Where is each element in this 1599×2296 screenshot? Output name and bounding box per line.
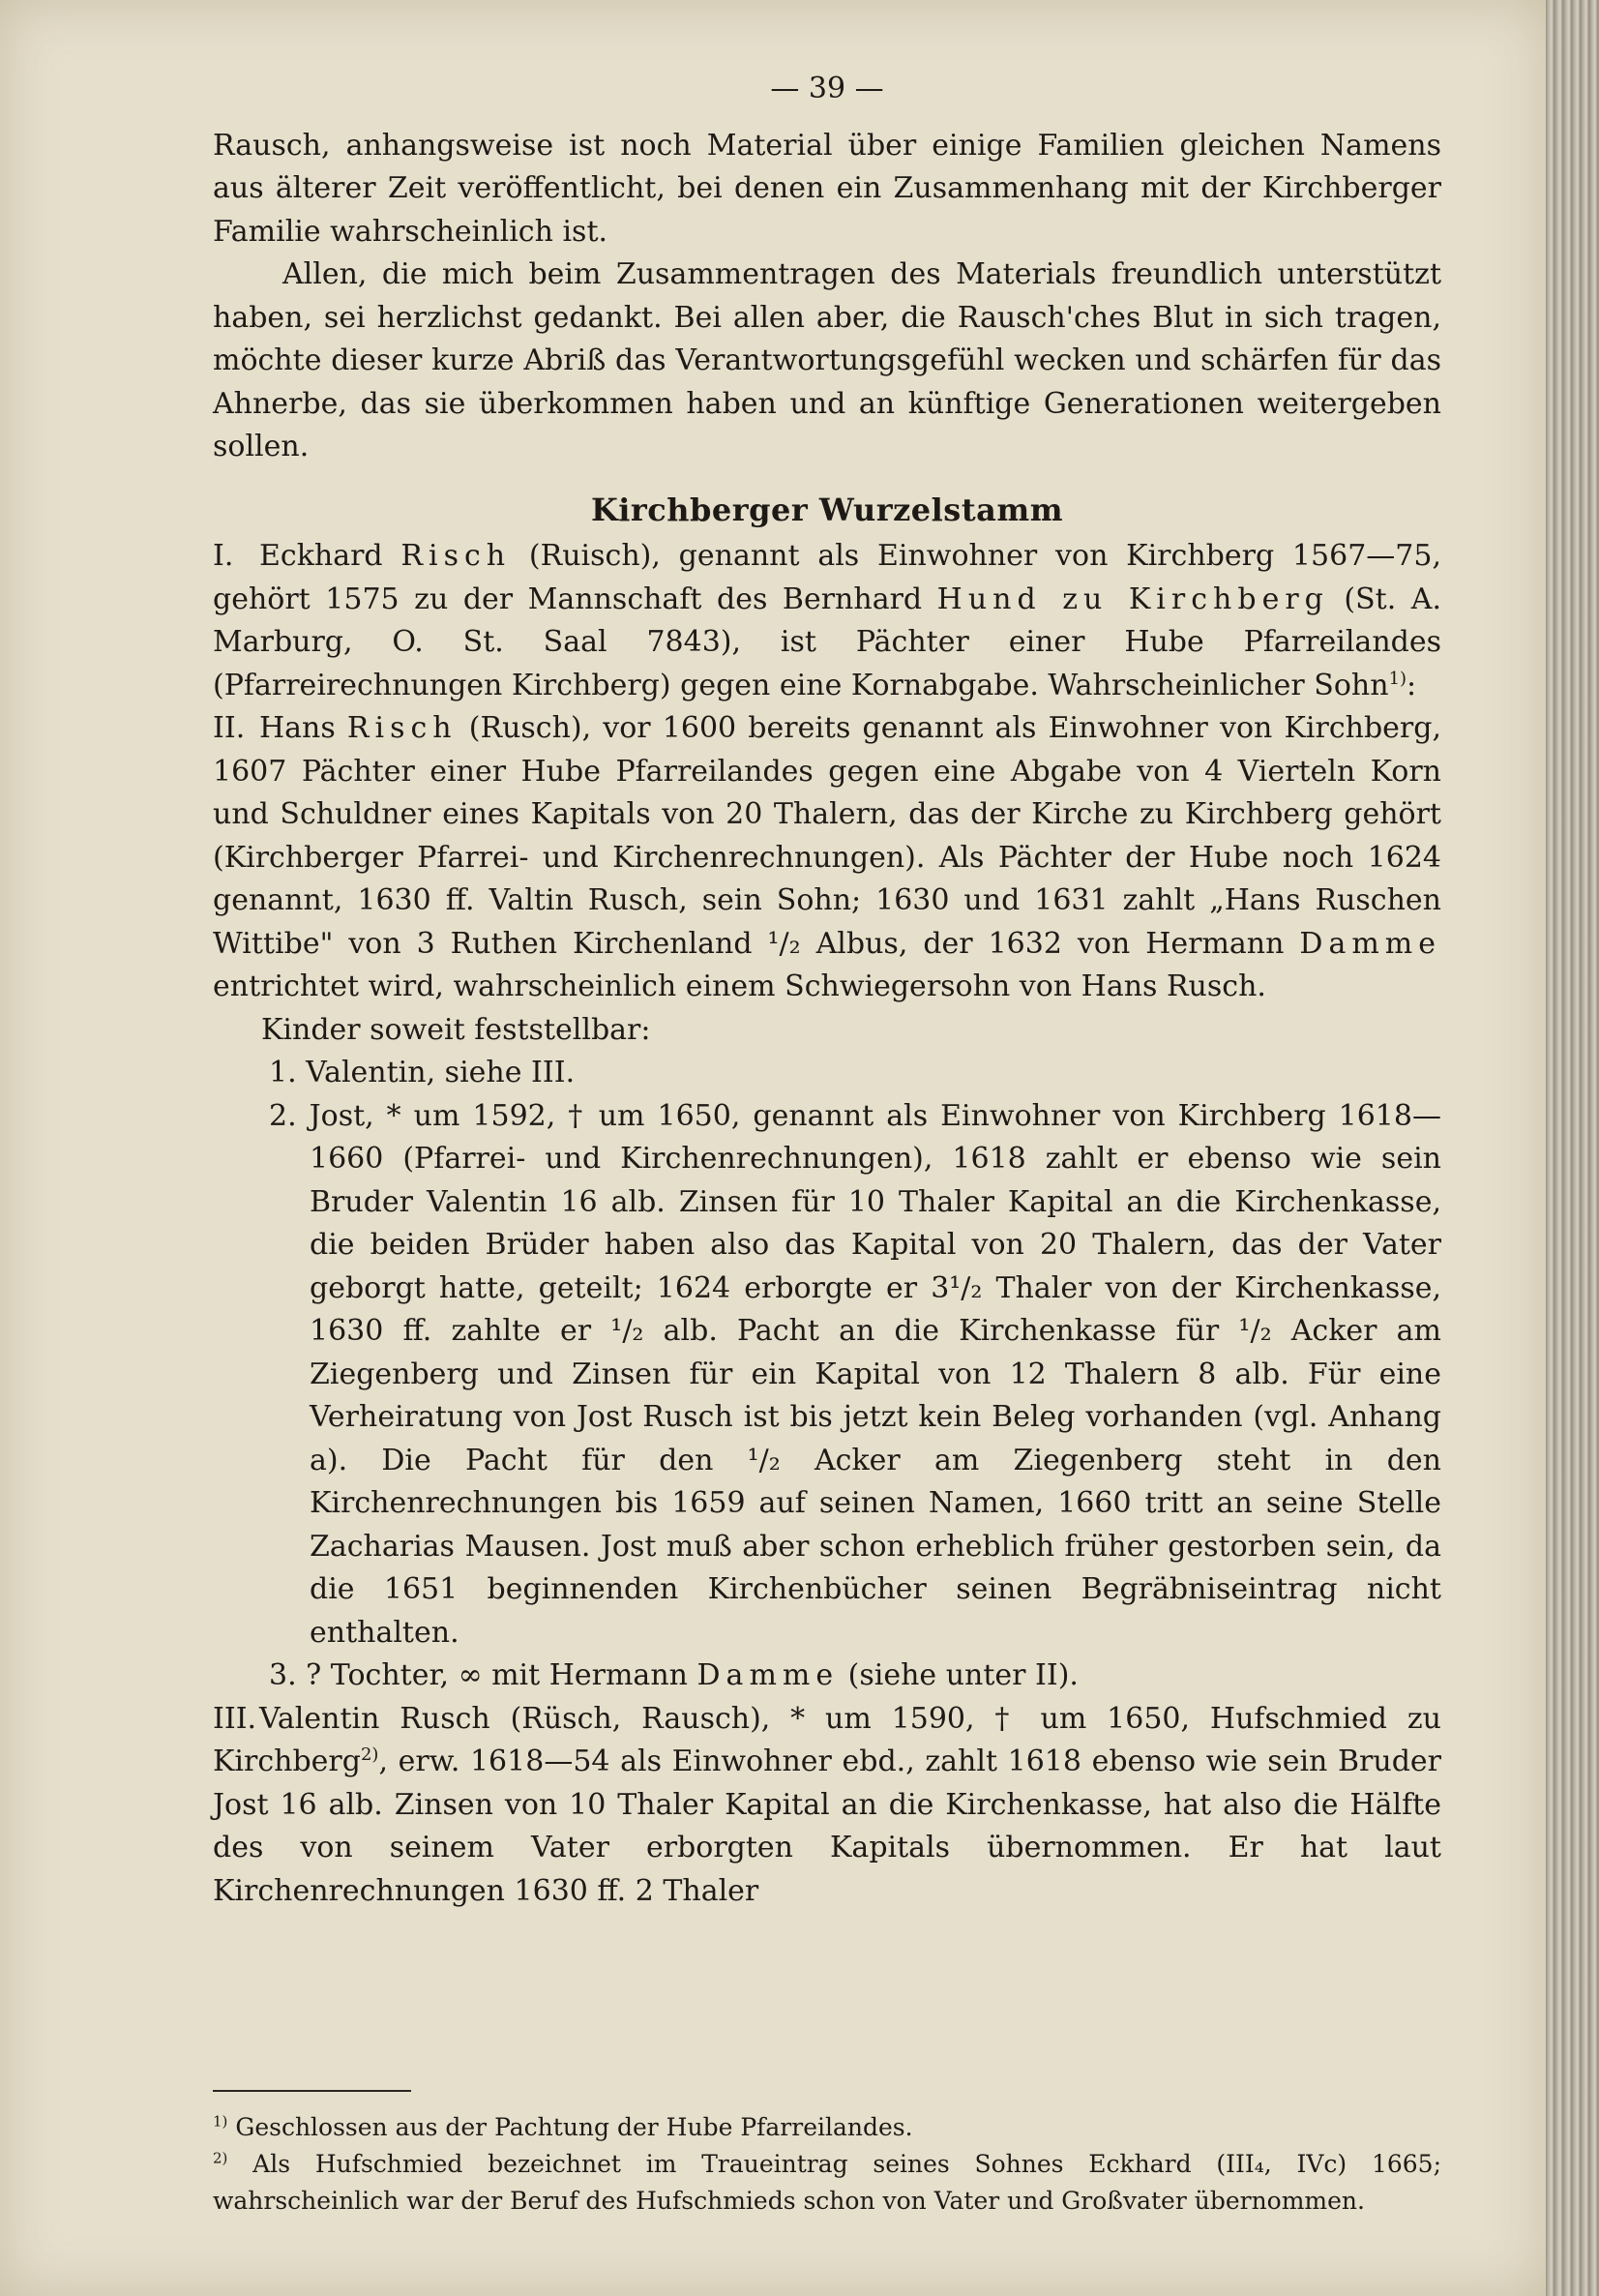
- page-number: — 39 —: [770, 72, 884, 105]
- child-3-text-b: (siehe unter II).: [839, 1658, 1079, 1692]
- footnote-2-text: Als Hufschmied bezeichnet im Traueintrag seines Sohnes Eckhard (III₄, IVc) 1665; wahrscheinlich war der Beruf des Hufschmieds schon von Vater und Großvater übernommen.: [213, 2150, 1441, 2215]
- entry-ii-name: Risch: [346, 711, 458, 745]
- footnote-divider: [213, 2090, 411, 2092]
- page-body: [213, 68, 1441, 1913]
- intro-paragraph-1: Rausch, anhangsweise ist noch Material über einige Familien gleichen Namens aus älterer Zeit veröffentlicht, bei denen ein Zusammenhang mit der Kirchberger Familie wahrscheinlich ist.: [213, 128, 1441, 249]
- footnote-1-mark: 1): [213, 2112, 228, 2131]
- child-3: [213, 1655, 1441, 1698]
- entry-i-number: I.: [213, 539, 234, 573]
- entry-i-text-d: :: [1407, 668, 1417, 702]
- entry-ii-text-c: entrichtet wird, wahrscheinlich einem Schwiegersohn von Hans Rusch.: [213, 969, 1266, 1003]
- footnotes: [213, 2090, 1441, 2220]
- footnote-1-text: Geschlossen aus der Pachtung der Hube Pfarreilandes.: [227, 2113, 913, 2141]
- footnote-ref-2: 2): [360, 1744, 379, 1765]
- children-label: Kinder soweit feststellbar:: [261, 1012, 651, 1047]
- entry-iii-number: III.: [213, 1701, 257, 1736]
- intro-paragraph-2: Allen, die mich beim Zusammentragen des Materials freundlich unterstützt haben, sei herzlichst gedankt. Bei allen aber, die Rausch'ches Blut in sich tragen, möchte dieser kurze Abriß das Verantwortungsgefühl wecken und schärfen für das Ahnerbe, das sie überkommen haben und an künftige Generationen weitergeben sollen.: [213, 257, 1441, 463]
- footnote-2: [213, 2146, 1441, 2220]
- section-heading: Kirchberger Wurzelstamm: [590, 491, 1064, 528]
- entry-i-text-b: (Ruisch), genannt als Einwohner von Kirchberg 1567—75, gehört 1575 zu der Mannschaft des Bernhard: [213, 539, 1441, 616]
- entry-ii: [213, 707, 1441, 1009]
- child-2: 2. Jost, * um 1592, † um 1650, genannt als Einwohner von Kirchberg 1618—1660 (Pfarrei- und Kirchenrechnungen), 1618 zahlt er ebenso wie sein Bruder Valentin 16 alb. Zinsen für 10 Thaler Kapital an die Kirchenkasse, die beiden Brüder haben also das Kapital von 20 Thalern, das der Vater geborgt hatte, geteilt; 1624 erborgte er 3¹/₂ Thaler von der Kirchenkasse, 1630 ff. zahlte er ¹/₂ alb. Pacht an die Kirchenkasse für ¹/₂ Acker am Ziegenberg und Zinsen für ein Kapital von 12 Thalern 8 alb. Für eine Verheiratung von Jost Rusch ist bis jetzt kein Beleg vorhanden (vgl. Anhang a). Die Pacht für den ¹/₂ Acker am Ziegenberg steht in den Kirchenrechnungen bis 1659 auf seinen Namen, 1660 tritt an seine Stelle Zacharias Mausen. Jost muß aber schon erheblich früher gestorben sein, da die 1651 beginnenden Kirchenbücher seinen Begräbniseintrag nicht enthalten.: [269, 1098, 1441, 1650]
- entry-i-text-c: (St. A. Marburg, O. St. Saal 7843), ist Pächter einer Hube Pfarreilandes (Pfarreirechnungen Kirchberg) gegen eine Kornabgabe. Wahrscheinlicher Sohn: [213, 581, 1442, 702]
- entry-ii-name2: Damme: [1299, 926, 1441, 961]
- entry-i-name: Risch: [400, 539, 512, 573]
- entry-iii-text-b: , erw. 1618—54 als Einwohner ebd., zahlt 1618 ebenso wie sein Bruder Jost 16 alb. Zinsen von 10 Thaler Kapital an die Kirchenkasse, hat also die Hälfte des von seinem Vater erborgten Kapitals übernommen. Er hat laut Kirchenrechnungen 1630 ff. 2 Thaler: [213, 1744, 1441, 1908]
- footnote-1: [213, 2109, 1441, 2146]
- entry-i: [213, 535, 1441, 707]
- entry-iii-text: Valentin Rusch (Rüsch, Rausch), * um 1590, † um 1650, Hufschmied zu Kirchberg: [213, 1701, 1441, 1778]
- entry-ii-text-a: Hans: [259, 711, 347, 745]
- entry-i-text-a: Eckhard: [259, 539, 401, 573]
- footnote-ref-1: 1): [1388, 668, 1407, 689]
- footnote-2-mark: 2): [213, 2149, 228, 2167]
- book-spine-edge: [1546, 0, 1599, 2296]
- entry-i-name2: Hund zu Kirchberg: [936, 581, 1329, 616]
- entry-ii-number: II.: [213, 711, 246, 745]
- child-1: 1. Valentin, siehe III.: [269, 1056, 576, 1089]
- entry-iii: [213, 1698, 1441, 1914]
- entry-ii-text-b: (Rusch), vor 1600 bereits genannt als Einwohner von Kirchberg, 1607 Pächter einer Hube Pfarreilandes gegen eine Abgabe von 4 Vierteln Korn und Schuldner eines Kapitals von 20 Thalern, das der Kirche zu Kirchberg gehört (Kirchberger Pfarrei- und Kirchenrechnungen). Als Pächter der Hube noch 1624 genannt, 1630 ff. Valtin Rusch, sein Sohn; 1630 und 1631 zahlt „Hans Ruschen Wittibe" von 3 Ruthen Kirchenland ¹/₂ Albus, der 1632 von Hermann: [213, 711, 1441, 961]
- child-3-text-a: 3. ? Tochter, ∞ mit Hermann: [269, 1658, 697, 1692]
- child-3-name: Damme: [696, 1658, 840, 1692]
